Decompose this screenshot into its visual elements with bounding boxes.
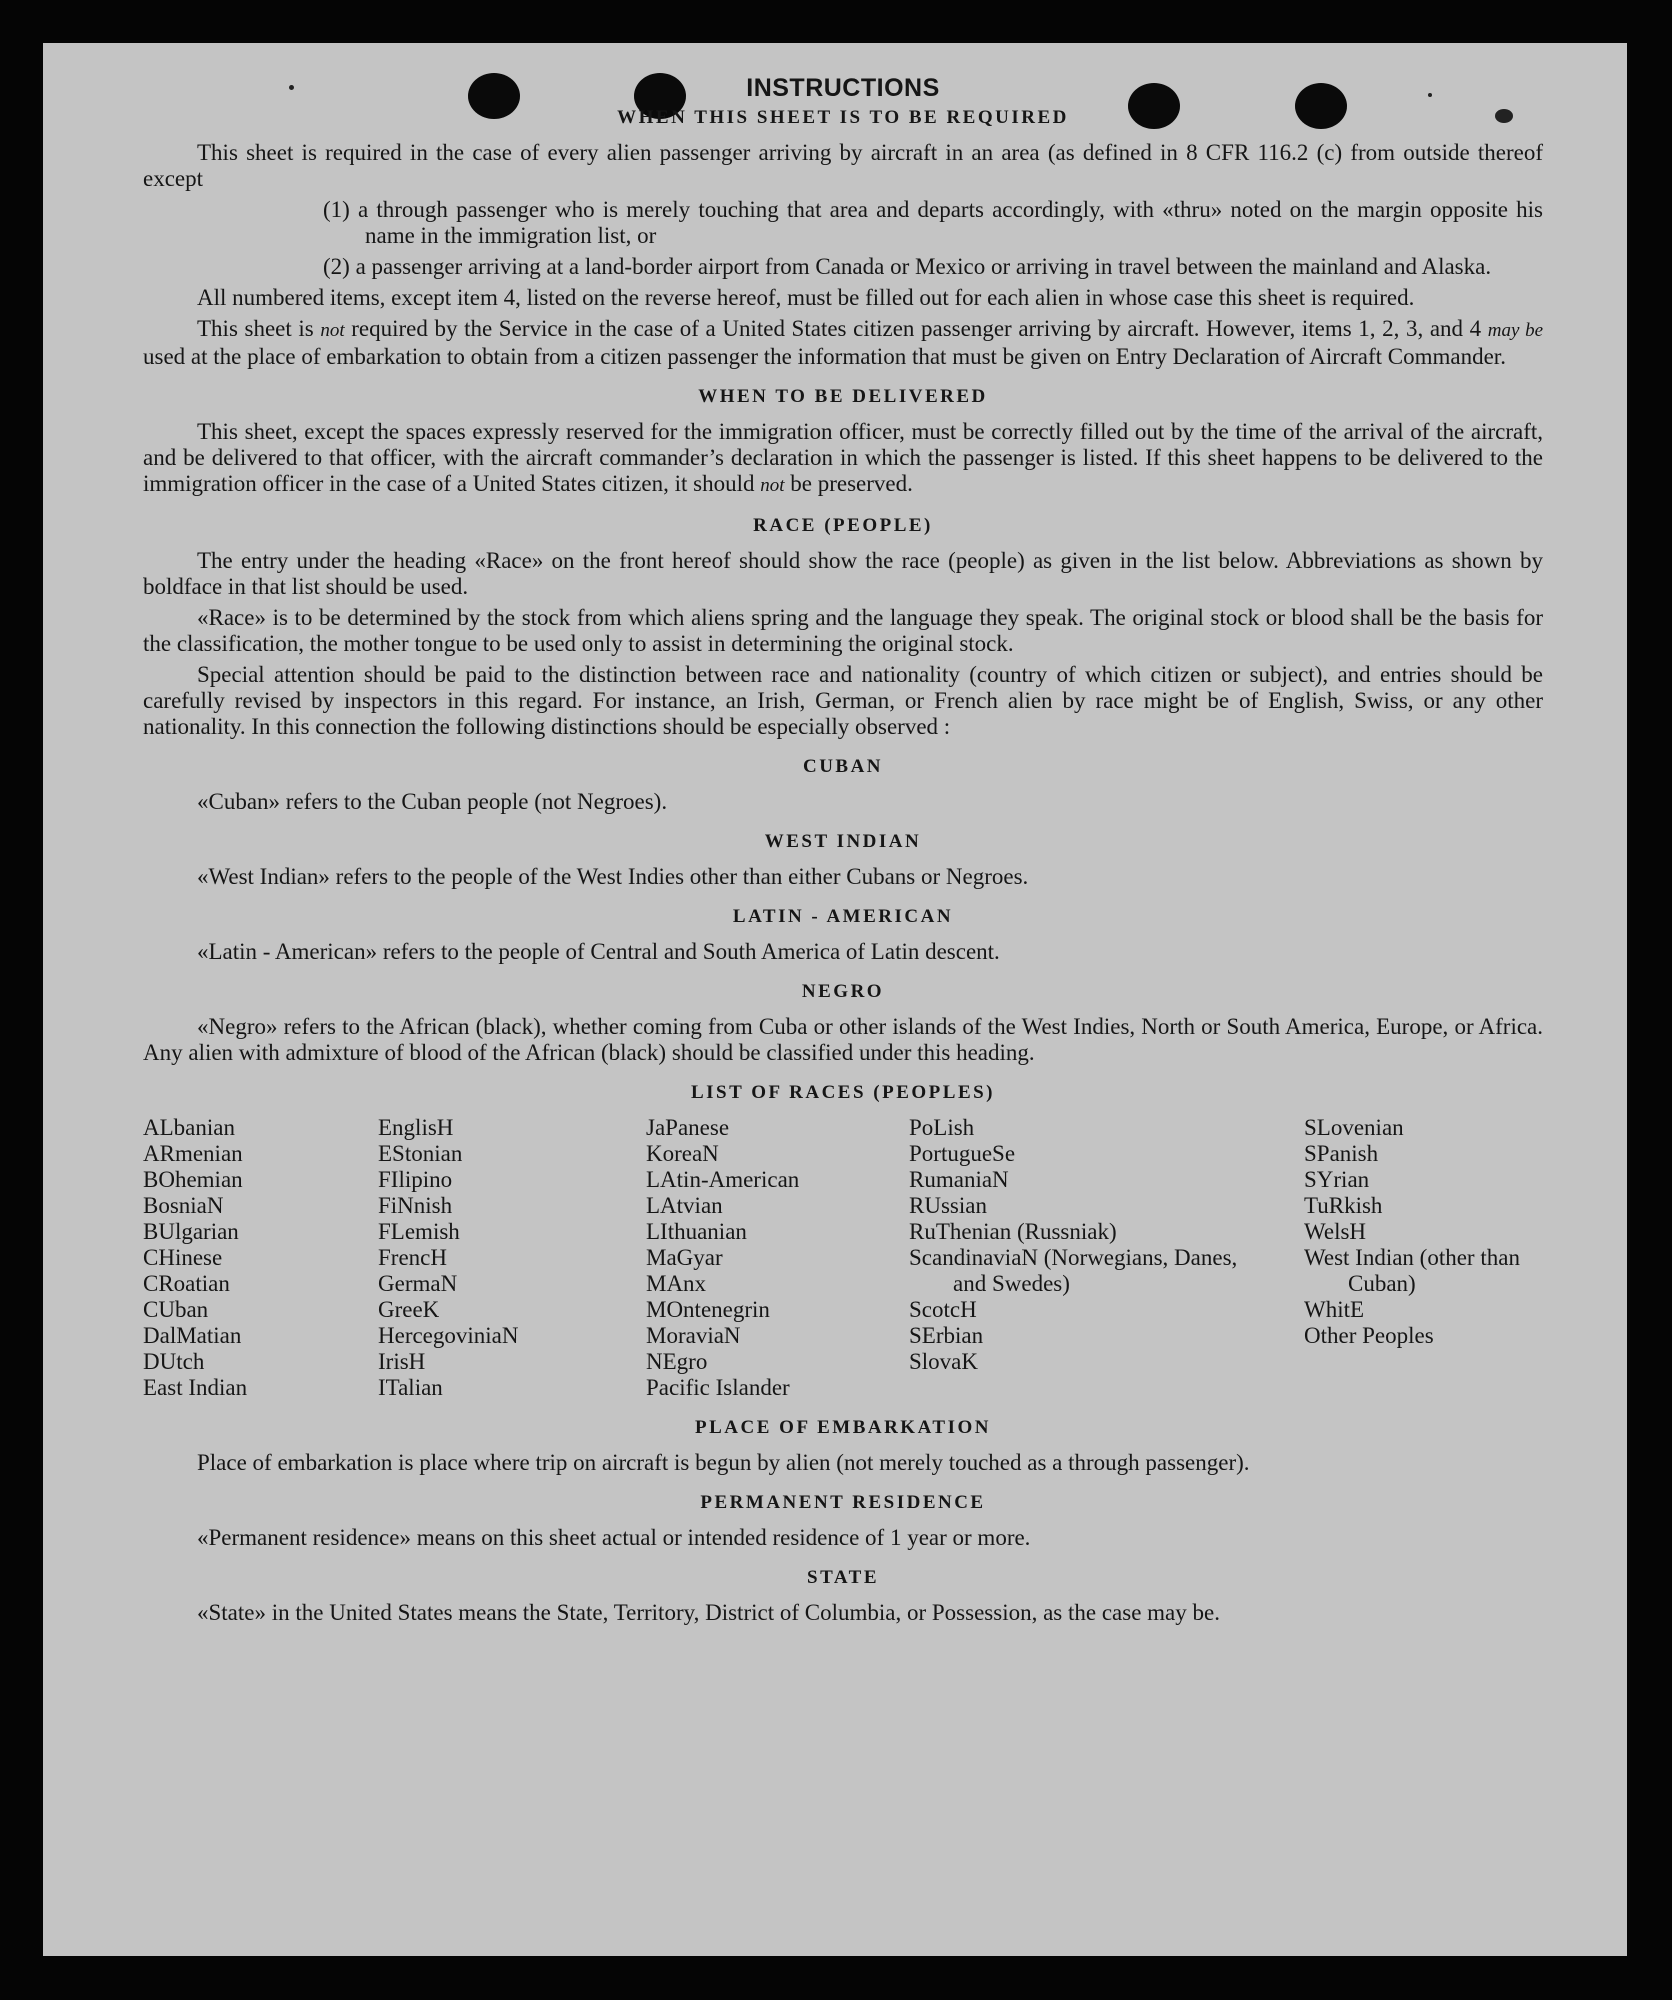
race-item: SLovenian [1304, 1115, 1404, 1140]
residence-definition: «Permanent residence» means on this sheet actual or intended residence of 1 year or more. [197, 1525, 1031, 1550]
cuban-definition: «Cuban» refers to the Cuban people (not Negroes). [197, 789, 668, 814]
race-item: ScandinaviaN (Norwegians, Danes, and Swedes) [909, 1245, 1238, 1296]
delivered-paragraph: This sheet, except the spaces expressly reserved for the immigration officer, must be correctly filled out by the time of the arrival of the aircraft, and be delivered to that officer, with the aircraft commander’s declaration in which the passenger is listed. If this sheet happens to be delivered to the immigration officer in the case of a United States citizen, it should not be preserved. [143, 419, 1543, 496]
race-item: BOhemian [143, 1167, 243, 1192]
race-item: FLemish [378, 1219, 460, 1244]
race-item: GermaN [378, 1271, 458, 1296]
race-item: DUtch [143, 1349, 205, 1374]
race-item: GreeK [378, 1297, 440, 1322]
race-item: LAtvian [646, 1193, 723, 1218]
race-item: RumaniaN [909, 1167, 1009, 1192]
heading-state: STATE [807, 1567, 879, 1588]
numbered-items-paragraph: All numbered items, except item 4, listed on the reverse hereof, must be filled out for each alien in whose case this sheet is required. [197, 285, 1415, 310]
race-paragraph-2: «Race» is to be determined by the stock from which aliens spring and the language they speak. The original stock or blood shall be the basis for the classification, the mother tongue to be used only to assist in determining the original stock. [143, 605, 1543, 656]
heading-permanent-residence: PERMANENT RESIDENCE [700, 1492, 986, 1513]
races-column-3 [646, 1115, 909, 1401]
heading-list-of-races: LIST OF RACES (PEOPLES) [690, 1082, 996, 1103]
race-item: CUban [143, 1297, 209, 1322]
heading-when-delivered: WHEN TO BE DELIVERED [698, 386, 988, 407]
race-item: MoraviaN [646, 1323, 741, 1348]
race-item: LIthuanian [646, 1219, 747, 1244]
race-item: DalMatian [143, 1323, 242, 1348]
race-item: SlovaK [909, 1349, 978, 1374]
race-item: FrencH [378, 1245, 447, 1270]
races-column-1 [143, 1115, 378, 1401]
race-item: RuThenian (Russniak) [909, 1219, 1117, 1244]
page-title: INSTRUCTIONS [746, 74, 940, 102]
race-item: PoLish [909, 1115, 975, 1140]
race-item: Pacific Islander [646, 1375, 790, 1400]
race-item: ScotcH [909, 1297, 977, 1322]
negro-definition: «Negro» refers to the African (black), whether coming from Cuba or other islands of the West Indies, North or South America, Europe, or Africa. Any alien with admixture of blood of the African (black) should be classified under this heading. [143, 1014, 1543, 1065]
exception-item-2: (2) a passenger arriving at a land-border airport from Canada or Mexico or arriving in travel between the mainland and Alaska. [323, 254, 1492, 279]
race-item: SYrian [1304, 1167, 1370, 1192]
races-column-4 [909, 1115, 1304, 1401]
race-item: WhitE [1304, 1297, 1365, 1322]
latin-american-definition: «Latin - American» refers to the people of Central and South America of Latin descent. [197, 939, 1000, 964]
race-item: KoreaN [646, 1141, 719, 1166]
exception-item-1: (1) a through passenger who is merely touching that area and departs accordingly, with «thru» noted on the margin opposite his name in the immigration list, or [323, 197, 1543, 248]
heading-cuban: CUBAN [802, 756, 884, 777]
race-item: WelsH [1304, 1219, 1367, 1244]
race-item: FIlipino [378, 1167, 453, 1192]
document-sheet [43, 43, 1627, 1956]
heading-race: RACE (PEOPLE) [753, 515, 933, 536]
race-item: HercegoviniaN [378, 1323, 519, 1348]
race-item: BUlgarian [143, 1219, 239, 1244]
race-item: SPanish [1304, 1141, 1379, 1166]
race-item: LAtin-American [646, 1167, 800, 1192]
race-item: ITalian [378, 1375, 443, 1400]
race-paragraph-1: The entry under the heading «Race» on the front hereof should show the race (people) as given in the list below. Abbreviations as shown by boldface in that list should be used. [143, 548, 1543, 599]
race-item: RUssian [909, 1193, 987, 1218]
races-column-2 [378, 1115, 646, 1401]
heading-place-of-embarkation: PLACE OF EMBARKATION [695, 1417, 991, 1438]
instructions-content [143, 71, 1543, 1626]
embarkation-definition: Place of embarkation is place where trip on aircraft is begun by alien (not merely touched as a through passenger). [197, 1450, 1250, 1475]
races-list [143, 1115, 1543, 1401]
race-item: SErbian [909, 1323, 984, 1348]
race-item: Other Peoples [1304, 1323, 1434, 1348]
race-item: EnglisH [378, 1115, 454, 1140]
race-item: FiNnish [378, 1193, 453, 1218]
race-item: IrisH [378, 1349, 426, 1374]
race-item: TuRkish [1304, 1193, 1383, 1218]
race-item: CRoatian [143, 1271, 230, 1296]
race-item: MAnx [646, 1271, 707, 1296]
race-item: West Indian (other than Cuban) [1304, 1245, 1520, 1296]
race-item: ARmenian [143, 1141, 243, 1166]
heading-when-required: WHEN THIS SHEET IS TO BE REQUIRED [617, 107, 1069, 128]
required-intro: This sheet is required in the case of every alien passenger arriving by aircraft in an area (as defined in 8 CFR 116.2 (c) from outside thereof except [143, 140, 1543, 191]
race-item: NEgro [646, 1349, 708, 1374]
state-definition: «State» in the United States means the State, Territory, District of Columbia, or Possession, as the case may be. [197, 1600, 1220, 1625]
race-item: PortugueSe [909, 1141, 1016, 1166]
race-item: CHinese [143, 1245, 223, 1270]
heading-negro: NEGRO [801, 981, 885, 1002]
race-paragraph-3: Special attention should be paid to the distinction between race and nationality (country of which citizen or subject), and entries should be carefully revised by inspectors in this regard. For instance, an Irish, German, or French alien by race might be of English, Swiss, or any other nationality. In this connection the following distinctions should be especially observed : [143, 662, 1543, 739]
race-item: MaGyar [646, 1245, 723, 1270]
race-item: East Indian [143, 1375, 248, 1400]
race-item: ALbanian [143, 1115, 235, 1140]
heading-west-indian: WEST INDIAN [764, 831, 922, 852]
race-item: BosniaN [143, 1193, 224, 1218]
west-indian-definition: «West Indian» refers to the people of the West Indies other than either Cubans or Negroes. [197, 864, 1029, 889]
race-item: EStonian [378, 1141, 463, 1166]
races-column-5 [1304, 1115, 1543, 1401]
race-item: MOntenegrin [646, 1297, 770, 1322]
heading-latin-american: LATIN - AMERICAN [732, 906, 954, 927]
race-item: JaPanese [646, 1115, 730, 1140]
citizen-paragraph: This sheet is not required by the Service in the case of a United States citizen passenger arriving by aircraft. However, items 1, 2, 3, and 4 may be used at the place of embarkation to obtain from a citizen passenger the information that must be given on Entry Declaration of Aircraft Commander. [143, 316, 1543, 369]
